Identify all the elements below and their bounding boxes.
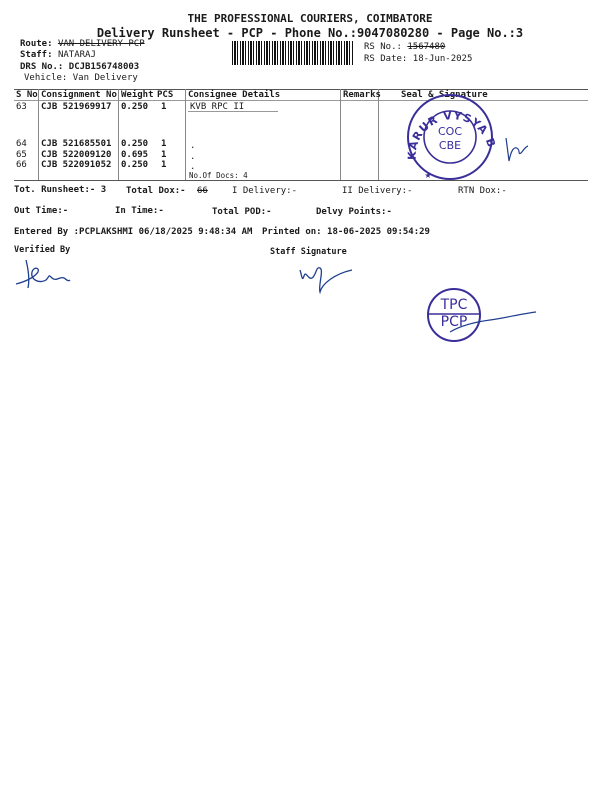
row-64-pcs: 1 (161, 139, 167, 149)
in-time: In Time:- (115, 206, 164, 216)
runsheet-subtitle: Delivery Runsheet - PCP - Phone No.:9047080280 - Page No.:3 (96, 26, 524, 40)
route-label: Route: (20, 39, 53, 49)
header-weight: Weight (121, 90, 154, 100)
row-63-consignment: CJB 521969917 (41, 102, 112, 112)
company-title: THE PROFESSIONAL COURIERS, COIMBATORE (187, 12, 433, 25)
col-divider-2 (118, 89, 119, 180)
row-64-sno: 64 (16, 139, 27, 149)
row-64-consignment: CJB 521685501 (41, 139, 112, 149)
tpc-stamp-line1: TPC (440, 297, 468, 313)
verified-by-label: Verified By (14, 245, 71, 255)
tpc-stamp (420, 282, 570, 362)
total-dox-label: Total Dox:- (126, 186, 186, 196)
kvb-stamp-ring-text: KARUR VYSYA BANK (388, 82, 499, 161)
no-of-docs: No.Of Docs: 4 (189, 171, 248, 180)
col-divider-3 (185, 89, 186, 180)
col-divider-4 (340, 89, 341, 180)
total-dox-value: 66 (197, 186, 208, 196)
row-66-consignment: CJB 522091052 (41, 160, 112, 170)
ii-delivery: II Delivery:- (342, 186, 413, 196)
staff-signature (294, 262, 364, 302)
row-65-pcs: 1 (161, 150, 167, 160)
kvb-stamp-line1: COC (437, 125, 463, 138)
rs-date-label: RS Date: (364, 54, 408, 64)
drs-value: DCJB156748003 (68, 62, 140, 72)
header-consignment: Consignment No (41, 90, 117, 100)
row-65-weight: 0.695 (121, 150, 149, 160)
row-66-sno: 66 (16, 160, 27, 170)
drs-label: DRS No.: (20, 62, 64, 72)
header-remarks: Remarks (343, 90, 381, 100)
barcode (232, 41, 353, 65)
row-63-consignee-underline (188, 111, 278, 112)
i-delivery: I Delivery:- (232, 186, 298, 196)
col-divider-1 (38, 89, 39, 180)
drs-line (20, 62, 139, 72)
header-sno: S No (16, 90, 38, 100)
row-64-weight: 0.250 (121, 139, 149, 149)
col-divider-5 (378, 89, 379, 180)
staff-signature-label: Staff Signature (270, 247, 347, 257)
route-line (20, 39, 145, 49)
row-66-consignee: . (190, 162, 196, 172)
vehicle-line: Vehicle: Van Delivery (24, 73, 138, 83)
row-63-consignee: KVB RPC II (190, 102, 245, 112)
total-runsheet: Tot. Runsheet:- 3 (14, 185, 107, 195)
delvy-points: Delvy Points:- (316, 207, 392, 217)
rs-date-value: 18-Jun-2025 (412, 54, 473, 64)
rs-no-value: 1567480 (407, 42, 446, 52)
route-value: VAN DELIVERY PCP (57, 39, 145, 49)
tpc-stamp-line2: PCP (440, 314, 468, 330)
header-consignee: Consignee Details (188, 90, 281, 100)
kvb-stamp-line2: CBE (438, 139, 462, 152)
header-pcs: PCS (157, 90, 174, 100)
row-65-sno: 65 (16, 150, 27, 160)
seal-signature (502, 135, 532, 165)
rs-date-line (364, 54, 472, 64)
header-seal: Seal & Signature (401, 90, 488, 100)
staff-line (20, 50, 96, 60)
row-63-weight: 0.250 (121, 102, 149, 112)
verified-by-signature (12, 256, 82, 296)
staff-value: NATARAJ (57, 50, 96, 60)
rtn-dox: RTN Dox:- (458, 186, 507, 196)
row-63-pcs: 1 (161, 102, 167, 112)
row-65-consignee: . (190, 152, 196, 162)
kvb-stamp-star: ★ (424, 171, 432, 180)
row-63-sno: 63 (16, 102, 27, 112)
row-66-pcs: 1 (161, 160, 167, 170)
row-65-consignment: CJB 522009120 (41, 150, 112, 160)
row-64-consignee: . (190, 141, 196, 151)
row-66-weight: 0.250 (121, 160, 149, 170)
out-time: Out Time:- (14, 206, 69, 216)
entered-by: Entered By :PCPLAKSHMI 06/18/2025 9:48:34 AM (14, 227, 253, 237)
total-pod: Total POD:- (212, 207, 272, 217)
rs-no-line (364, 42, 445, 52)
staff-label: Staff: (20, 50, 53, 60)
printed-on: Printed on: 18-06-2025 09:54:29 (262, 227, 430, 237)
rs-no-label: RS No.: (364, 42, 402, 52)
kvb-stamp (388, 82, 504, 182)
